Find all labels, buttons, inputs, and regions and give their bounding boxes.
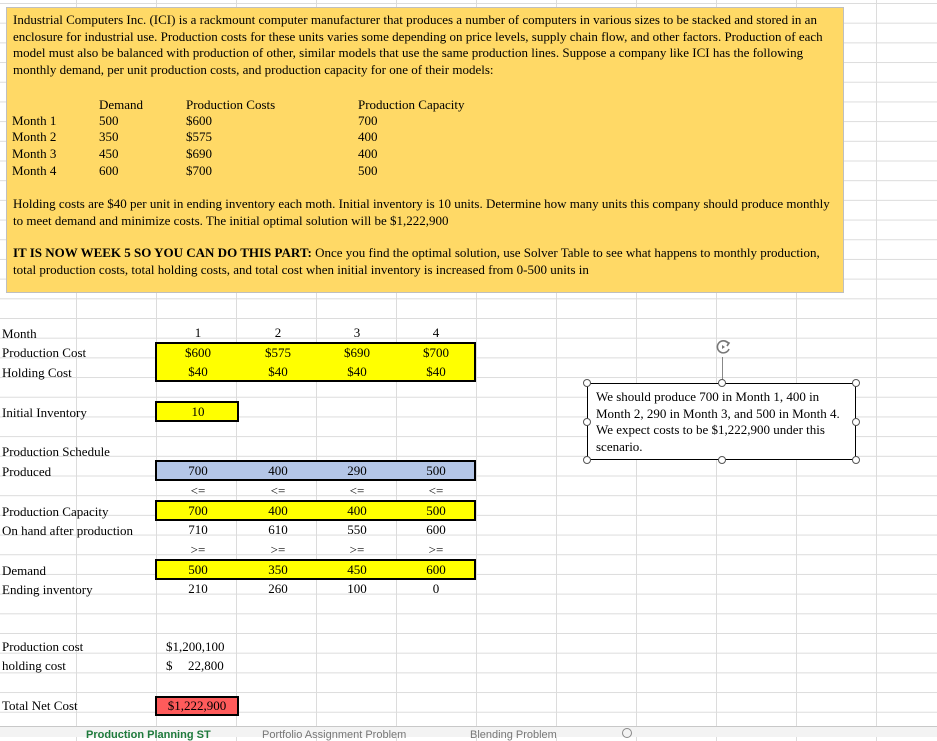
row-demand-4: 600 [99, 163, 119, 178]
label-holding-cost[interactable]: Holding Cost [2, 365, 72, 380]
label-on-hand[interactable]: On hand after production [2, 523, 134, 538]
demand-cell[interactable]: 350 [268, 562, 288, 577]
row-cost-2: $575 [186, 129, 212, 144]
sheet-tab-bar [0, 726, 937, 741]
holding-cost-total-symbol: $ [166, 658, 173, 673]
problem-paragraph-1: Industrial Computers Inc. (ICI) is a rackmount computer manufacturer that produces a number of computers in various sizes to be stacked and stored in an enclosure for industrial use. Production costs for these units varies some depending on price levels, supply chain flow, and other factors. Production of each model must also be balanced with production of other, similar models that use the same production lines. Suppose a company like ICI has the following monthly demand, per unit production costs, and production capacity for one of their models: [13, 12, 823, 77]
produced-cell[interactable]: 500 [426, 463, 446, 478]
rotate-handle-icon[interactable] [713, 337, 733, 357]
resize-handle-top[interactable] [718, 379, 726, 387]
produced-cell[interactable]: 700 [188, 463, 208, 478]
tab-blending-problem[interactable]: Blending Problem [470, 729, 557, 741]
production-cost-cell[interactable]: $690 [344, 345, 370, 360]
problem-description-box[interactable] [6, 7, 844, 293]
row-capacity-2: 400 [358, 129, 378, 144]
capacity-cell[interactable]: 400 [347, 503, 367, 518]
holding-cost-cell[interactable]: $40 [426, 364, 446, 379]
month-header-cell[interactable]: 1 [194, 325, 202, 340]
label-month[interactable]: Month [2, 326, 37, 341]
header-demand: Demand [99, 97, 144, 112]
capacity-cell[interactable]: 400 [268, 503, 288, 518]
holding-cost-total-cell[interactable]: 22,800 [188, 658, 224, 673]
row-capacity-4: 500 [358, 163, 378, 178]
resize-handle-bottom-left[interactable] [583, 456, 591, 464]
capacity-cell[interactable]: 500 [426, 503, 446, 518]
le-symbol[interactable]: <= [349, 483, 365, 498]
produced-cell[interactable]: 290 [347, 463, 367, 478]
demand-cell[interactable]: 600 [426, 562, 446, 577]
row-demand-3: 450 [99, 146, 119, 161]
row-month-2: Month 2 [12, 129, 57, 144]
le-symbol[interactable]: <= [270, 483, 286, 498]
row-cost-1: $600 [186, 113, 212, 128]
ge-symbol[interactable]: >= [428, 542, 444, 557]
capacity-cell[interactable]: 700 [188, 503, 208, 518]
on-hand-cell[interactable]: 710 [188, 522, 208, 537]
month-header-cell[interactable]: 3 [353, 325, 361, 340]
label-production-schedule[interactable]: Production Schedule [2, 444, 110, 459]
on-hand-cell[interactable]: 600 [426, 522, 446, 537]
production-cost-cell[interactable]: $700 [423, 345, 449, 360]
on-hand-cell[interactable]: 610 [268, 522, 288, 537]
tab-portfolio-assignment[interactable]: Portfolio Assignment Problem [262, 729, 407, 741]
row-month-3: Month 3 [12, 146, 57, 161]
production-cost-cell[interactable]: $575 [265, 345, 291, 360]
add-sheet-icon[interactable] [622, 728, 632, 738]
header-production-capacity: Production Capacity [358, 97, 465, 112]
ge-symbol[interactable]: >= [349, 542, 365, 557]
initial-inventory-cell[interactable]: 10 [191, 404, 205, 419]
header-production-costs: Production Costs [186, 97, 276, 112]
resize-handle-bottom-right[interactable] [852, 456, 860, 464]
label-demand[interactable]: Demand [2, 563, 47, 578]
row-demand-1: 500 [99, 113, 119, 128]
ending-inventory-cell[interactable]: 100 [347, 581, 367, 596]
resize-handle-bottom[interactable] [718, 456, 726, 464]
holding-cost-cell[interactable]: $40 [268, 364, 288, 379]
ending-inventory-cell[interactable]: 0 [432, 581, 440, 596]
month-header-cell[interactable]: 2 [274, 325, 282, 340]
production-cost-total-cell[interactable]: $1,200,100 [166, 639, 225, 654]
label-produced[interactable]: Produced [2, 464, 52, 479]
ending-inventory-cell[interactable]: 260 [268, 581, 288, 596]
row-demand-2: 350 [99, 129, 119, 144]
ge-symbol[interactable]: >= [190, 542, 206, 557]
holding-cost-cell[interactable]: $40 [188, 364, 208, 379]
label-total-net-cost[interactable]: Total Net Cost [2, 698, 78, 713]
row-cost-3: $690 [186, 146, 212, 161]
label-production-capacity[interactable]: Production Capacity [2, 504, 109, 519]
produced-cell[interactable]: 400 [268, 463, 288, 478]
demand-cell[interactable]: 500 [188, 562, 208, 577]
label-production-cost-total[interactable]: Production cost [2, 639, 84, 654]
label-ending-inventory[interactable]: Ending inventory [2, 582, 93, 597]
resize-handle-right[interactable] [852, 418, 860, 426]
row-capacity-1: 700 [358, 113, 378, 128]
week5-instructions: Once you find the optimal solution, use Solver Table to see what happens to monthly production, total production costs, total holding costs, and total cost when initial inventory is increased from 0-500 units in [13, 245, 820, 277]
ge-symbol[interactable]: >= [270, 542, 286, 557]
week5-emphasis: IT IS NOW WEEK 5 SO YOU CAN DO THIS PART: [13, 245, 312, 260]
row-capacity-3: 400 [358, 146, 378, 161]
problem-paragraph-2: Holding costs are $40 per unit in ending inventory each moth. Initial inventory is 10 units. Determine how many units this company should produce monthly to meet demand and minimize costs. The initial optimal solution will be $1,222,900 [13, 196, 830, 228]
on-hand-cell[interactable]: 550 [347, 522, 367, 537]
total-net-cost-cell[interactable]: $1,222,900 [155, 696, 239, 716]
demand-cell[interactable]: 450 [347, 562, 367, 577]
label-holding-cost-total[interactable]: holding cost [2, 658, 66, 673]
le-symbol[interactable]: <= [190, 483, 206, 498]
resize-handle-top-left[interactable] [583, 379, 591, 387]
resize-handle-left[interactable] [583, 418, 591, 426]
le-symbol[interactable]: <= [428, 483, 444, 498]
row-month-4: Month 4 [12, 163, 57, 178]
conclusion-text-box[interactable]: We should produce 700 in Month 1, 400 in Month 2, 290 in Month 3, and 500 in Month 4. We expect costs to be $1,222,900 under this scenario. [587, 383, 856, 460]
tab-production-planning-st[interactable]: Production Planning ST [86, 729, 211, 741]
label-initial-inventory[interactable]: Initial Inventory [2, 405, 87, 420]
month-header-cell[interactable]: 4 [432, 325, 440, 340]
row-cost-4: $700 [186, 163, 212, 178]
ending-inventory-cell[interactable]: 210 [188, 581, 208, 596]
production-cost-cell[interactable]: $600 [185, 345, 211, 360]
resize-handle-top-right[interactable] [852, 379, 860, 387]
problem-paragraph-3 [13, 245, 835, 278]
label-production-cost[interactable]: Production Cost [2, 345, 87, 360]
holding-cost-cell[interactable]: $40 [347, 364, 367, 379]
row-month-1: Month 1 [12, 113, 57, 128]
